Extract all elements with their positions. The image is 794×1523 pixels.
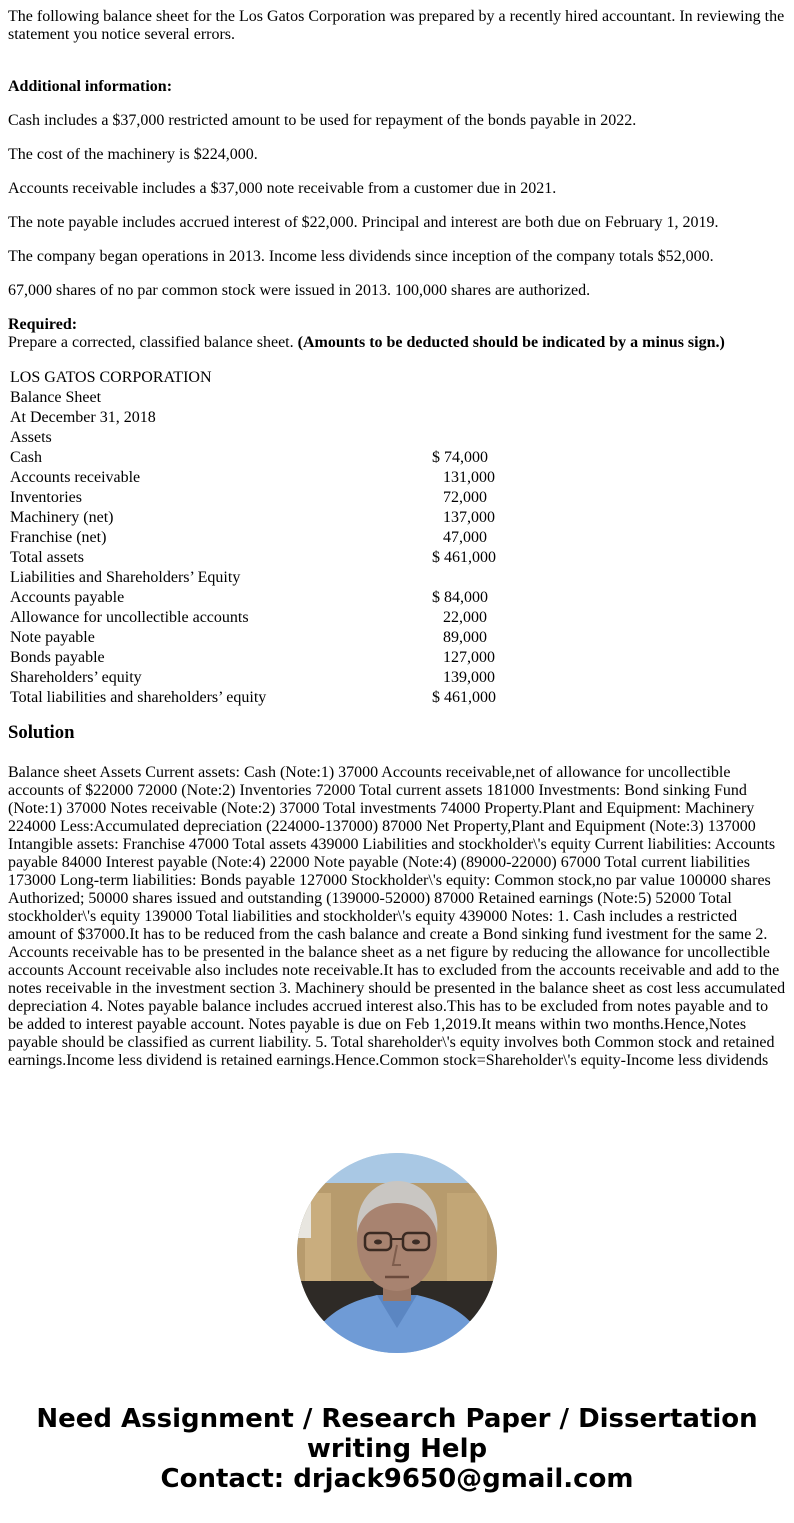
promo-banner	[0, 1404, 794, 1494]
row-amount: 139,000	[443, 669, 495, 686]
table-row	[8, 588, 514, 608]
table-row	[8, 448, 514, 468]
total-liabilities-amount: $ 461,000	[432, 689, 496, 706]
total-assets-label: Total assets	[10, 549, 84, 566]
info-line: Cash includes a $37,000 restricted amount to be used for repayment of the bonds payable in 2022.	[8, 112, 637, 129]
problem-intro: The following balance sheet for the Los Gatos Corporation was prepared by a recently hired accountant. In reviewing the statement you notice several errors.	[8, 8, 785, 43]
table-row	[8, 628, 514, 648]
required-text	[8, 334, 786, 352]
table-row	[8, 528, 514, 548]
table-row	[8, 488, 514, 508]
row-label: Shareholders’ equity	[10, 669, 142, 686]
statement-title: Balance Sheet	[10, 389, 102, 406]
required-label: Required:	[8, 316, 78, 333]
row-label: Inventories	[10, 489, 82, 506]
info-line: The note payable includes accrued interest of $22,000. Principal and interest are both due on February 1, 2019.	[8, 214, 719, 231]
required-note: (Amounts to be deducted should be indicated by a minus sign.)	[297, 334, 725, 351]
total-liabilities-label: Total liabilities and shareholders’ equity	[10, 689, 267, 706]
info-line: Accounts receivable includes a $37,000 note receivable from a customer due in 2021.	[8, 180, 557, 197]
promo-contact: Contact: drjack9650@gmail.com	[160, 1464, 634, 1494]
row-label: Accounts payable	[10, 589, 125, 606]
table-row	[8, 688, 514, 708]
total-assets-amount: $ 461,000	[432, 549, 496, 566]
table-row	[8, 388, 514, 408]
row-amount: 47,000	[443, 529, 487, 546]
required-block	[8, 316, 786, 352]
table-row	[8, 548, 514, 568]
row-amount: $ 74,000	[432, 449, 488, 466]
table-row	[8, 568, 514, 588]
table-row	[8, 408, 514, 428]
info-line: The company began operations in 2013. Income less dividends since inception of the company totals $52,000.	[8, 248, 714, 265]
row-label: Accounts receivable	[10, 469, 141, 486]
row-label: Allowance for uncollectible accounts	[10, 609, 249, 626]
row-label: Note payable	[10, 629, 95, 646]
row-amount: 137,000	[443, 509, 495, 526]
row-amount: 89,000	[443, 629, 487, 646]
solution-heading: Solution	[8, 722, 75, 743]
row-amount: 127,000	[443, 649, 495, 666]
promo-line: writing Help	[306, 1434, 488, 1464]
table-row	[8, 668, 514, 688]
promo-line: Need Assignment / Research Paper / Dissertation	[36, 1404, 758, 1434]
row-label: Franchise (net)	[10, 529, 107, 546]
assets-heading: Assets	[10, 429, 52, 446]
balance-sheet-table	[8, 368, 514, 708]
row-label: Cash	[10, 449, 42, 466]
table-row	[8, 508, 514, 528]
company-name: LOS GATOS CORPORATION	[10, 369, 212, 386]
row-amount: $ 84,000	[432, 589, 488, 606]
table-row	[8, 428, 514, 448]
info-line: 67,000 shares of no par common stock were issued in 2013. 100,000 shares are authorized.	[8, 282, 591, 299]
statement-date: At December 31, 2018	[10, 409, 156, 426]
additional-info-heading: Additional information:	[8, 78, 173, 95]
row-label: Bonds payable	[10, 649, 105, 666]
liabilities-heading: Liabilities and Shareholders’ Equity	[10, 569, 241, 586]
table-row	[8, 608, 514, 628]
row-amount: 131,000	[443, 469, 495, 486]
row-label: Machinery (net)	[10, 509, 114, 526]
person-photo-icon	[297, 1153, 497, 1353]
required-instruction: Prepare a corrected, classified balance sheet.	[8, 334, 294, 351]
avatar	[297, 1153, 497, 1353]
table-row	[8, 468, 514, 488]
table-row	[8, 368, 514, 388]
info-line: The cost of the machinery is $224,000.	[8, 146, 258, 163]
table-row	[8, 648, 514, 668]
solution-text: Balance sheet Assets Current assets: Cash (Note:1) 37000 Accounts receivable,net of allowance for uncollectible accounts of $22000 72000 (Note:2) Inventories 72000 Total current assets 181000 Investments: Bond sinking Fund (Note:1) 37000 Notes receivable (Note:2) 37000 Total investments 74000 Property.Plant and Equipment: Machinery 224000 Less:Accumulated depreciation (224000-137000) 87000 Net Property,Plant and Equipment (Note:3) 137000 Intangible assets: Franchise 47000 Total assets 439000 Liabilities and stockholder\'s equity Current liabilities: Accounts payable 84000 Interest payable (Note:4) 22000 Note payable (Note:4) (89000-22000) 67000 Total current liabilities 173000 Long-term liabilities: Bonds payable 127000 Stockholder\'s equity: Common stock,no par value 100000 shares Authorized; 50000 shares issued and outstanding (139000-52000) 87000 Retained earnings (Note:5) 52000 Total stockholder\'s equity 139000 Total liabilities and stockholder\'s equity 439000 Notes: 1. Cash includes a restricted amount of $37000.It has to be reduced from the cash balance and create a Bond sinking fund ivestment for the same 2. Accounts receivable has to be presented in the balance sheet as a net figure by reducing the allowance for uncollectible accounts Account receivable also includes note receivable.It has to excluded from the accounts receivable and add to the notes receivable in the investment section 3. Machinery should be presented in the balance sheet as cost less accumulated depreciation 4. Notes payable balance includes accrued interest also.This has to be excluded from notes payable and to be added to interest payable account. Notes payable is due on Feb 1,2019.It means within two months.Hence,Notes payable should be classified as current liability. 5. Total shareholder\'s equity involves both Common stock and retained earnings.Income less dividend is retained earnings.Hence.Common stock=Shareholder\'s equity-Income less dividends	[8, 764, 786, 1069]
row-amount: 72,000	[443, 489, 487, 506]
row-amount: 22,000	[443, 609, 487, 626]
